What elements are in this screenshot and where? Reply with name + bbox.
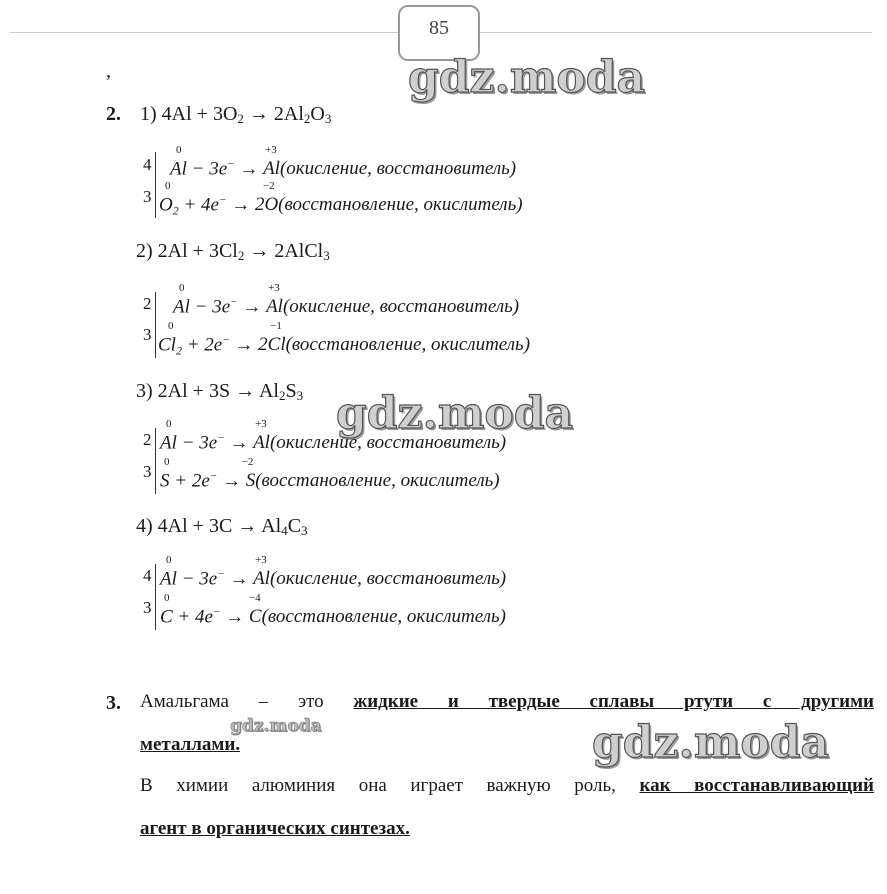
reaction-2-ox-coef: 2 <box>143 294 152 313</box>
reaction-1-reduction: 0 $O_2 + 4e^-$ → −2 2O(восстановление, окислитель) <box>159 180 523 218</box>
reaction-2-equation: 2) $2Al + 3Cl_2$ → 2AlCl$_3$ <box>136 240 330 263</box>
reaction-3-ox-coef: 2 <box>143 430 152 449</box>
reaction-4-oxidation: 0 Al − 3e− → +3 Al(окисление, восстановитель) <box>160 554 507 590</box>
reaction-1-oxidation: 0 Al − 3e− → +3 Al(окисление, восстановитель) <box>170 144 517 180</box>
task3-number: 3. <box>106 692 121 714</box>
reaction-3-equation: 3) $2Al + 3S \to Al_2S_3$ <box>136 380 304 403</box>
page-number: 85 <box>429 17 449 39</box>
reaction-2-reduction: 0 $Cl_2 + 2e^-$ → −1 2Cl(восстановление, окислитель) <box>158 320 531 358</box>
watermark-bottom: gdz.moda <box>592 717 830 768</box>
header-rule-right <box>476 32 872 33</box>
reaction-4-equation: 4) $4Al + 3C \to Al_4C_3$ <box>136 515 308 538</box>
task3-answer-4: агент в органических синтезах. <box>140 818 410 839</box>
watermark-small: gdz.moda <box>230 716 322 736</box>
reaction-4-balance-bar <box>155 564 156 630</box>
watermark-top: gdz.moda <box>408 52 646 103</box>
reaction-1-equation: 1) $4Al + 3O_2 \to 2Al_2O_3$ <box>140 103 332 126</box>
watermark-middle: gdz.moda <box>336 388 574 439</box>
task3-line-4 <box>140 811 410 847</box>
reaction-3-reduction: 0 S + 2e− → −2 S(восстановление, окислитель) <box>160 456 500 492</box>
task3-answer-1: жидкие и твердые сплавы ртути с другими <box>353 691 874 712</box>
task2-number: 2. <box>106 103 121 125</box>
reaction-4-red-coef: 3 <box>143 598 152 617</box>
reaction-2-oxidation: 0 Al − 3e− → +3 Al(окисление, восстановитель) <box>173 282 520 318</box>
stray-mark: , <box>106 60 111 82</box>
task3-line-1: Амальгама – это жидкие и твердые сплавы ртути с другими <box>140 691 874 712</box>
reaction-3-balance-bar <box>155 428 156 494</box>
reaction-2-balance-bar <box>155 292 156 358</box>
reaction-1-balance-bar <box>155 152 156 218</box>
reaction-2-red-coef: 3 <box>143 325 152 344</box>
reaction-1-ox-coef: 4 <box>143 155 152 174</box>
task3-line-2 <box>140 727 240 763</box>
task3-answer-2: металлами. <box>140 734 241 755</box>
header-rule-left <box>10 32 400 33</box>
reaction-3-oxidation: 0 Al − 3e− → +3 Al(окисление, восстановитель) <box>160 418 507 454</box>
task3-answer-3: как восстанавливающий <box>639 775 874 796</box>
task3-line-3: В химии алюминия она играет важную роль, как восстанавливающий <box>140 775 874 796</box>
reaction-1-red-coef: 3 <box>143 187 152 206</box>
reaction-4-reduction: 0 C + 4e− → −4 C(восстановление, окислитель) <box>160 592 506 628</box>
reaction-3-red-coef: 3 <box>143 462 152 481</box>
reaction-4-ox-coef: 4 <box>143 566 152 585</box>
